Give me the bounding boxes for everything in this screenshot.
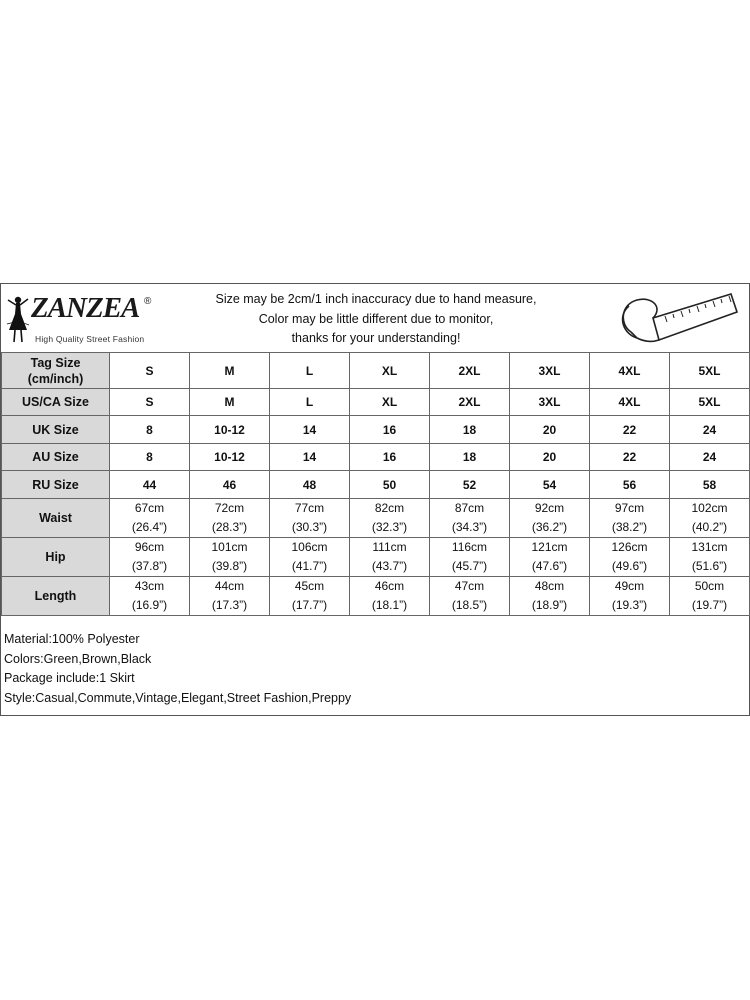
measure-cell: [670, 499, 750, 538]
package-text: Package include:1 Skirt: [4, 671, 135, 685]
size-cell: 20: [510, 444, 590, 471]
brand-name: ZANZEA: [31, 292, 140, 324]
row-header: Waist: [2, 499, 110, 538]
tag-size-cell: M: [190, 353, 270, 389]
row-header: Hip: [2, 538, 110, 577]
measure-cell: [350, 499, 430, 538]
measure-cell: [430, 577, 510, 616]
inch-value: (17.7”): [291, 598, 328, 612]
measure-cell: [430, 538, 510, 577]
measure-cell: [350, 538, 430, 577]
tag-size-cell: 5XL: [670, 353, 750, 389]
size-cell: XL: [350, 389, 430, 416]
row-header: UK Size: [2, 416, 110, 444]
inch-value: (41.7”): [291, 559, 328, 573]
size-cell: 50: [350, 471, 430, 499]
cm-value: 131cm: [691, 540, 728, 554]
tag-size-cell: 4XL: [590, 353, 670, 389]
cm-value: 111cm: [372, 540, 407, 554]
brand-tagline: High Quality Street Fashion: [35, 334, 145, 344]
row-header: US/CA Size: [2, 389, 110, 416]
tag-size-cell: 2XL: [430, 353, 510, 389]
size-chart: [0, 283, 750, 716]
brand-logo: [5, 290, 165, 350]
measure-cell: [590, 499, 670, 538]
inch-value: (18.9”): [531, 598, 568, 612]
row-header: Length: [2, 577, 110, 616]
size-cell: 16: [350, 416, 430, 444]
ru-size-row: [2, 471, 750, 499]
measure-cell: [110, 577, 190, 616]
size-cell: 4XL: [590, 389, 670, 416]
size-cell: 18: [430, 444, 510, 471]
measuring-tape-icon: [619, 290, 739, 348]
measure-cell: [190, 577, 270, 616]
waist-row: [2, 499, 750, 538]
size-cell: 20: [510, 416, 590, 444]
inch-value: (34.3”): [451, 520, 488, 534]
tag-size-header: [2, 353, 110, 389]
size-cell: 8: [110, 444, 190, 471]
size-cell: 3XL: [510, 389, 590, 416]
measure-cell: [190, 538, 270, 577]
inch-value: (30.3”): [291, 520, 328, 534]
measure-cell: [270, 499, 350, 538]
size-cell: 24: [670, 444, 750, 471]
cm-value: 101cm: [211, 540, 248, 554]
size-cell: 14: [270, 444, 350, 471]
measure-cell: [670, 577, 750, 616]
cm-value: 48cm: [534, 579, 565, 593]
inch-value: (43.7”): [371, 559, 408, 573]
cm-value: 43cm: [134, 579, 165, 593]
size-cell: M: [190, 389, 270, 416]
length-row: [2, 577, 750, 616]
size-cell: 56: [590, 471, 670, 499]
registered-mark: ®: [144, 296, 152, 307]
size-cell: 14: [270, 416, 350, 444]
size-cell: S: [110, 389, 190, 416]
tag-size-cell: L: [270, 353, 350, 389]
measure-cell: [510, 499, 590, 538]
inch-value: (36.2”): [531, 520, 568, 534]
au-size-row: [2, 444, 750, 471]
inch-value: (39.8”): [211, 559, 248, 573]
size-cell: 18: [430, 416, 510, 444]
uk-size-row: [2, 416, 750, 444]
size-cell: 48: [270, 471, 350, 499]
size-cell: 22: [590, 444, 670, 471]
measure-cell: [510, 577, 590, 616]
measure-cell: [270, 577, 350, 616]
tag-size-cell: S: [110, 353, 190, 389]
cm-value: 96cm: [134, 540, 165, 554]
size-cell: 10-12: [190, 416, 270, 444]
measure-cell: [510, 538, 590, 577]
measure-cell: [190, 499, 270, 538]
cm-value: 87cm: [454, 501, 485, 515]
woman-figure-icon: [5, 294, 31, 344]
size-cell: 22: [590, 416, 670, 444]
measure-cell: [670, 538, 750, 577]
notice-line: thanks for your understanding!: [291, 331, 461, 345]
cm-value: 106cm: [291, 540, 328, 554]
row-header: RU Size: [2, 471, 110, 499]
header-label: Tag Size: [30, 355, 81, 370]
cm-value: 82cm: [374, 501, 405, 515]
tag-size-cell: 3XL: [510, 353, 590, 389]
inch-value: (26.4”): [131, 520, 168, 534]
notice-line: Color may be little different due to monitor,: [258, 311, 494, 326]
row-header: AU Size: [2, 444, 110, 471]
inch-value: (18.1”): [371, 598, 408, 612]
inch-value: (17.3”): [211, 598, 248, 612]
measure-cell: [590, 538, 670, 577]
colors-text: Colors:Green,Brown,Black: [4, 651, 152, 666]
inch-value: (45.7”): [451, 559, 488, 573]
inch-value: (37.8”): [131, 559, 168, 573]
inch-value: (49.6”): [611, 559, 648, 573]
cm-value: 116cm: [451, 540, 488, 554]
inch-value: (38.2”): [611, 520, 648, 534]
cm-value: 72cm: [214, 501, 245, 515]
measure-cell: [110, 499, 190, 538]
inch-value: (51.6”): [691, 559, 728, 573]
measurement-notice: [171, 290, 581, 349]
measure-cell: [430, 499, 510, 538]
cm-value: 45cm: [294, 579, 325, 593]
us-ca-size-row: [2, 389, 750, 416]
measure-cell: [590, 577, 670, 616]
product-info: [4, 630, 351, 708]
size-cell: 5XL: [670, 389, 750, 416]
inch-value: (28.3”): [211, 520, 248, 534]
size-cell: 52: [430, 471, 510, 499]
size-cell: 46: [190, 471, 270, 499]
cm-value: 92cm: [534, 501, 565, 515]
inch-value: (19.7”): [691, 598, 728, 612]
size-cell: 58: [670, 471, 750, 499]
size-cell: 44: [110, 471, 190, 499]
inch-value: (40.2”): [691, 520, 728, 534]
tag-size-cell: XL: [350, 353, 430, 389]
tag-size-row: [2, 353, 750, 389]
cm-value: 97cm: [614, 501, 645, 515]
size-cell: 24: [670, 416, 750, 444]
cm-value: 47cm: [454, 579, 485, 593]
size-cell: L: [270, 389, 350, 416]
size-cell: 10-12: [190, 444, 270, 471]
inch-value: (19.3”): [611, 598, 648, 612]
style-text: Style:Casual,Commute,Vintage,Elegant,Street Fashion,Preppy: [4, 690, 352, 705]
measure-cell: [350, 577, 430, 616]
size-cell: 54: [510, 471, 590, 499]
size-table: [1, 352, 750, 616]
cm-value: 102cm: [691, 501, 728, 515]
inch-value: (47.6”): [531, 559, 568, 573]
material-text: Material:100% Polyester: [4, 632, 140, 646]
cm-value: 44cm: [214, 579, 245, 593]
inch-value: (18.5”): [451, 598, 488, 612]
inch-value: (32.3”): [371, 520, 408, 534]
size-cell: 16: [350, 444, 430, 471]
header-unit: (cm/inch): [27, 371, 84, 386]
size-chart-header: [1, 284, 749, 352]
cm-value: 67cm: [134, 501, 165, 515]
cm-value: 46cm: [374, 579, 405, 593]
cm-value: 126cm: [611, 540, 648, 554]
cm-value: 77cm: [294, 501, 325, 515]
size-cell: 2XL: [430, 389, 510, 416]
notice-line: Size may be 2cm/1 inch inaccuracy due to hand measure,: [215, 292, 537, 306]
cm-value: 121cm: [531, 540, 568, 554]
size-cell: 8: [110, 416, 190, 444]
cm-value: 49cm: [614, 579, 645, 593]
measure-cell: [270, 538, 350, 577]
measure-cell: [110, 538, 190, 577]
cm-value: 50cm: [694, 579, 725, 593]
hip-row: [2, 538, 750, 577]
inch-value: (16.9”): [131, 598, 168, 612]
